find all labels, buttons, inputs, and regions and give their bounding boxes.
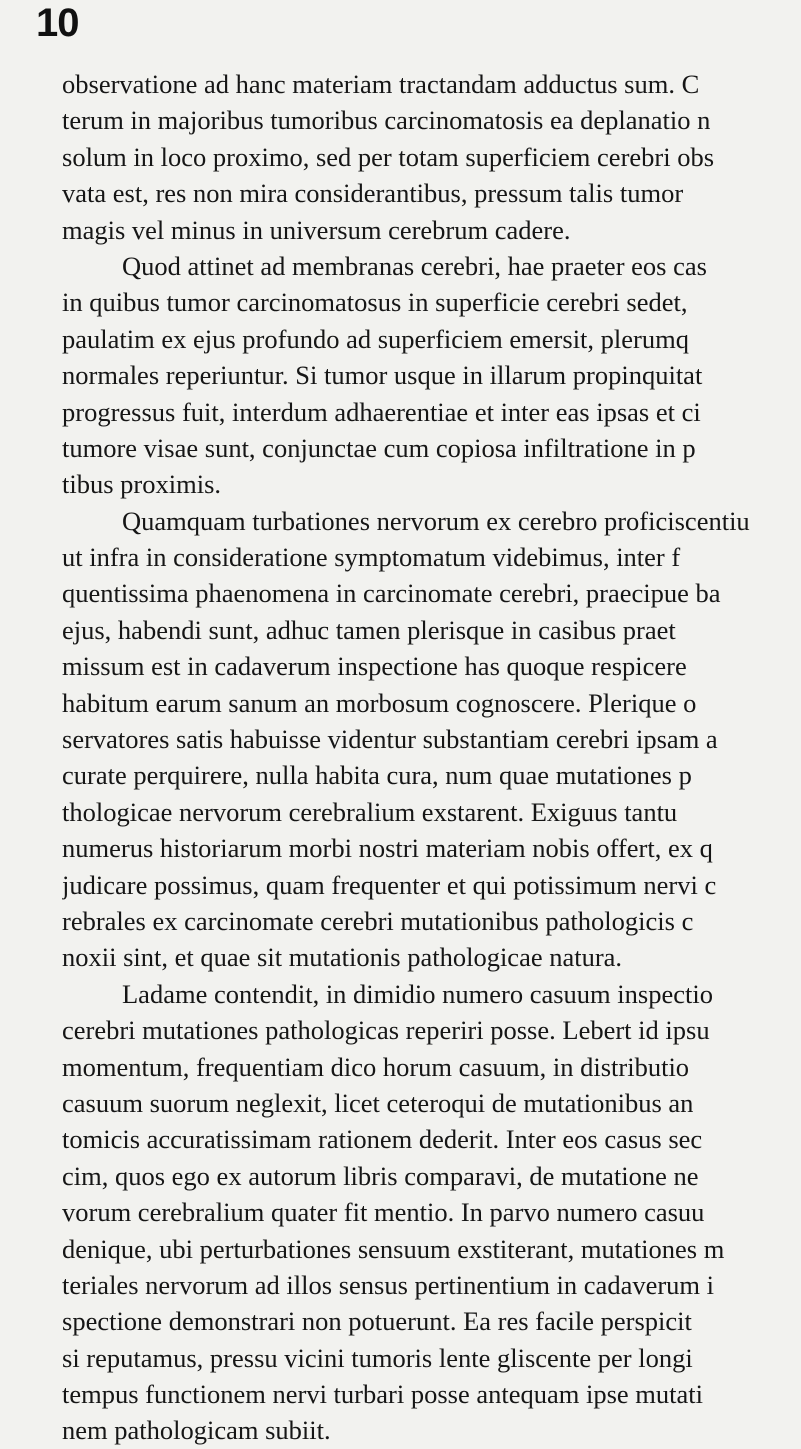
text-line: magis vel minus in universum cerebrum cadere. (62, 214, 571, 245)
text-line: ut infra in consideratione symptomatum videbimus, inter f (62, 542, 681, 573)
text-line: denique, ubi perturbationes sensuum exstiterant, mutationes m (62, 1233, 725, 1264)
text-line: Ladame contendit, in dimidio numero casuum inspectio (122, 978, 713, 1009)
page-number: 10 (36, 1, 79, 45)
text-line: spectione demonstrari non potuerunt. Ea res facile perspicit (62, 1306, 692, 1337)
text-line: thologicae nervorum cerebralium exstarent. Exiguus tantu (62, 796, 678, 827)
text-line: in quibus tumor carcinomatosus in superficie cerebri sedet, (62, 287, 688, 318)
text-line: vorum cerebralium quater fit mentio. In parvo numero casuu (62, 1197, 705, 1228)
text-line: tibus proximis. (62, 469, 222, 500)
text-line: momentum, frequentiam dico horum casuum, in distributio (62, 1051, 690, 1082)
text-line: tumore visae sunt, conjunctae cum copiosa infiltratione in p (62, 432, 696, 463)
text-line: curate perquirere, nulla habita cura, num quae mutationes p (62, 760, 692, 791)
text-line: observatione ad hanc materiam tractandam adductus sum. C (62, 69, 700, 99)
text-line: judicare possimus, quam frequenter et qui potissimum nervi c (62, 869, 717, 900)
text-line: Quamquam turbationes nervorum ex cerebro proficiscentiu (122, 505, 750, 536)
body-text (62, 66, 801, 1449)
text-line: numerus historiarum morbi nostri materiam nobis offert, ex q (62, 833, 713, 864)
text-line: teriales nervorum ad illos sensus pertinentium in cadaverum i (62, 1269, 715, 1300)
text-line: Quod attinet ad membranas cerebri, hae praeter eos cas (122, 250, 707, 281)
text-line: vata est, res non mira considerantibus, pressum talis tumor (62, 178, 684, 209)
text-line: ejus, habendi sunt, adhuc tamen plerisque in casibus praet (62, 614, 676, 645)
text-line: paulatim ex ejus profundo ad superficiem emersit, plerumq (62, 323, 689, 354)
text-line: solum in loco proximo, sed per totam superficiem cerebri obs (62, 141, 715, 172)
text-line: noxii sint, et quae sit mutationis pathologicae natura. (62, 942, 623, 973)
text-line: progressus fuit, interdum adhaerentiae et inter eas ipsas et ci (62, 396, 701, 427)
text-line: casuum suorum neglexit, licet ceteroqui de mutationibus an (62, 1087, 694, 1118)
text-line: missum est in cadaverum inspectione has quoque respicere (62, 651, 687, 682)
text-line: servatores satis habuisse videntur substantiam cerebri ipsam a (62, 724, 718, 755)
text-line: terum in majoribus tumoribus carcinomatosis ea deplanatio n (62, 105, 711, 136)
text-line: tomicis accuratissimam rationem dederit. Inter eos casus sec (62, 1124, 703, 1155)
text-line: nem pathologicam subiit. (62, 1415, 331, 1446)
text-line: si reputamus, pressu vicini tumoris lente gliscente per longi (62, 1342, 693, 1373)
text-line: cim, quos ego ex autorum libris comparavi, de mutatione ne (62, 1160, 699, 1191)
text-line: rebrales ex carcinomate cerebri mutationibus pathologicis c (62, 905, 694, 936)
text-line: habitum earum sanum an morbosum cognoscere. Plerique o (62, 687, 697, 718)
text-line: normales reperiuntur. Si tumor usque in illarum propinquitat (62, 360, 703, 391)
text-line: cerebri mutationes pathologicas reperiri posse. Lebert id ipsu (62, 1015, 710, 1046)
text-line: tempus functionem nervi turbari posse antequam ipse mutati (62, 1379, 703, 1410)
text-line: quentissima phaenomena in carcinomate cerebri, praecipue ba (62, 578, 721, 609)
